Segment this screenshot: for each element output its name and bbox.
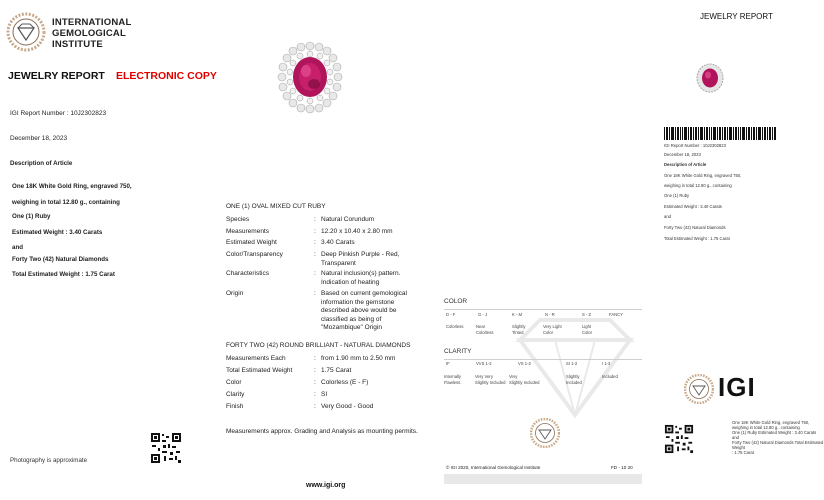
clarity-grade-desc: Slightly Included — [475, 380, 506, 385]
right-description-line: Forty Two (42) Natural Diamonds — [664, 225, 726, 230]
ruby-label-weight: Estimated Weight — [226, 239, 277, 246]
right-stub-line: weighing in total 12.80 g., containing — [732, 425, 800, 430]
clarity-grade-desc: Internally — [444, 374, 461, 379]
color-grade-desc: Color — [543, 330, 554, 335]
clarity-grade-desc: Very — [509, 374, 518, 379]
description-line: Forty Two (42) Natural Diamonds — [12, 256, 109, 263]
right-description-heading: Description of Article — [664, 162, 707, 167]
ruby-label-characteristics: Characteristics — [226, 270, 269, 277]
right-description-line: weighing in total 12.80 g., containing — [664, 183, 732, 188]
diamond-value-finish: Very Good - Good — [321, 403, 374, 410]
ruby-label-color: Color/Transparency — [226, 251, 283, 258]
right-stub-line: : 1.75 Carat — [732, 450, 754, 455]
measurement-note: Measurements approx. Grading and Analysis as mounting permits. — [226, 428, 418, 435]
right-report-date: December 18, 2023 — [664, 152, 701, 157]
ruby-value-characteristics: Natural inclusion(s) pattern. Indication of heating — [321, 270, 401, 286]
ring-thumbnail — [694, 62, 726, 94]
color-grade-desc: Slightly — [512, 324, 526, 329]
description-line: One (1) Ruby — [12, 213, 51, 220]
clarity-grade: IF — [446, 361, 450, 366]
color-grade-desc: Colorless — [446, 324, 464, 329]
form-code: FD - 10 20 — [611, 465, 633, 470]
ruby-heading: ONE (1) OVAL MIXED CUT RUBY — [226, 203, 326, 210]
color-grade: K - M — [512, 312, 523, 317]
org-name-line: INTERNATIONAL — [52, 17, 132, 28]
diamond-label-weight: Total Estimated Weight — [226, 367, 293, 374]
diamond-value-weight: 1.75 Carat — [321, 367, 352, 374]
color-scale-rule — [444, 309, 642, 310]
color-grade: D - F — [446, 312, 456, 317]
color-grade-desc: Colorless — [476, 330, 494, 335]
color-grade-desc: Near — [476, 324, 486, 329]
description-line: weighing in total 12.80 g., containing — [12, 199, 120, 206]
right-report-number: IGI Report Number : 10J2302823 — [664, 143, 726, 148]
ring-photo — [270, 38, 350, 118]
diamond-label-measurements: Measurements Each — [226, 355, 286, 362]
right-description-line: One (1) Ruby — [664, 193, 690, 198]
igi-brand-label: IGI — [718, 372, 756, 402]
color-grade: N - R — [545, 312, 555, 317]
photo-note: Photography is approximate — [10, 457, 88, 464]
ruby-value-color: Deep Pinkish Purple - Red, Transparent — [321, 251, 400, 267]
clarity-grade-desc: Slightly — [566, 374, 580, 379]
right-description-line: Estimated Weight : 3.40 Carats — [664, 204, 722, 209]
clarity-scale-heading: CLARITY — [444, 348, 472, 355]
electronic-copy-label: ELECTRONIC COPY — [116, 70, 217, 82]
color-grade-desc: Light — [582, 324, 592, 329]
right-stub-lines — [732, 420, 824, 455]
color-grade-desc: Color — [582, 330, 593, 335]
description-line: One 18K White Gold Ring, engraved 750, — [12, 183, 132, 190]
description-heading: Description of Article — [10, 160, 73, 167]
diamond-value-color: Colorless (E - F) — [321, 379, 369, 386]
right-report-title: JEWELRY REPORT — [700, 12, 773, 21]
clarity-scale-rule — [444, 359, 642, 360]
qr-code-icon — [150, 432, 182, 464]
org-name-line: GEMOLOGICAL — [52, 28, 126, 39]
security-strip — [444, 474, 642, 484]
ruby-label-origin: Origin — [226, 290, 244, 297]
right-description-line: One 18K White Gold Ring, engraved 750, — [664, 173, 742, 178]
right-description-line: Total Estimated Weight : 1.75 Carat — [664, 236, 730, 241]
right-description-line: and — [664, 214, 671, 219]
clarity-grade-desc: Included — [566, 380, 582, 385]
description-line: Total Estimated Weight : 1.75 Carat — [12, 271, 115, 278]
ruby-value-weight: 3.40 Carats — [321, 239, 355, 246]
igi-logo-icon — [6, 12, 46, 52]
clarity-grade-desc: Very Very — [475, 374, 493, 379]
clarity-grade: VS 1-2 — [518, 361, 531, 366]
copyright: © IGI 2020, International Gemological Institute — [446, 465, 541, 470]
seal-icon — [530, 418, 560, 448]
ruby-value-measurements: 12.20 x 10.40 x 2.80 mm — [321, 228, 393, 235]
right-stub-line: One 18K White Gold Ring, engraved 750, — [732, 420, 810, 425]
report-number: IGI Report Number : 10J2302823 — [10, 110, 107, 117]
diamond-label-clarity: Clarity — [226, 391, 245, 398]
org-name — [52, 17, 131, 50]
igi-logo-icon — [684, 374, 714, 404]
ruby-label-species: Species — [226, 216, 250, 223]
website-link[interactable]: www.igi.org — [306, 482, 346, 489]
diamond-label-finish: Finish — [226, 403, 244, 410]
color-grade-desc: Tinted — [512, 330, 524, 335]
clarity-grade: VVS 1-2 — [476, 361, 492, 366]
barcode-icon — [664, 127, 776, 140]
color-grade: FANCY — [609, 312, 623, 317]
description-line: Estimated Weight : 3.40 Carats — [12, 229, 103, 236]
color-grade: S - Z — [582, 312, 592, 317]
clarity-grade-desc: Slightly Included — [509, 380, 540, 385]
color-grade-desc: Very Light — [543, 324, 562, 329]
right-stub-line: Forty Two (42) Natural Diamonds Total Estimated Weight — [732, 440, 824, 450]
report-date: December 18, 2023 — [10, 135, 68, 142]
qr-code-icon — [664, 424, 694, 454]
diamond-value-measurements: from 1.90 mm to 2.50 mm — [321, 355, 396, 362]
clarity-grade: I 1-3 — [602, 361, 611, 366]
color-grade: G - J — [478, 312, 488, 317]
report-title: JEWELRY REPORT — [8, 70, 105, 82]
clarity-grade-desc: Flawless — [444, 380, 461, 385]
diamond-value-clarity: SI — [321, 391, 328, 398]
ruby-label-measurements: Measurements — [226, 228, 269, 235]
clarity-grade-desc: Included — [602, 374, 618, 379]
org-name-line: INSTITUTE — [52, 39, 103, 50]
diamond-label-color: Color — [226, 379, 242, 386]
diamonds-heading: FORTY TWO (42) ROUND BRILLIANT - NATURAL DIAMONDS — [226, 342, 411, 349]
description-line: and — [12, 244, 24, 251]
color-scale-heading: COLOR — [444, 298, 468, 305]
clarity-grade: SI 1-2 — [566, 361, 578, 366]
ruby-value-origin: Based on current gemological information the gemstone described above would be classified as being of "Mozambique" Origin — [321, 290, 407, 331]
right-stub-line: One (1) Ruby Estimated Weight : 3.40 Carats and — [732, 430, 817, 440]
watermark-graphic — [500, 300, 650, 420]
ruby-value-species: Natural Corundum — [321, 216, 375, 223]
